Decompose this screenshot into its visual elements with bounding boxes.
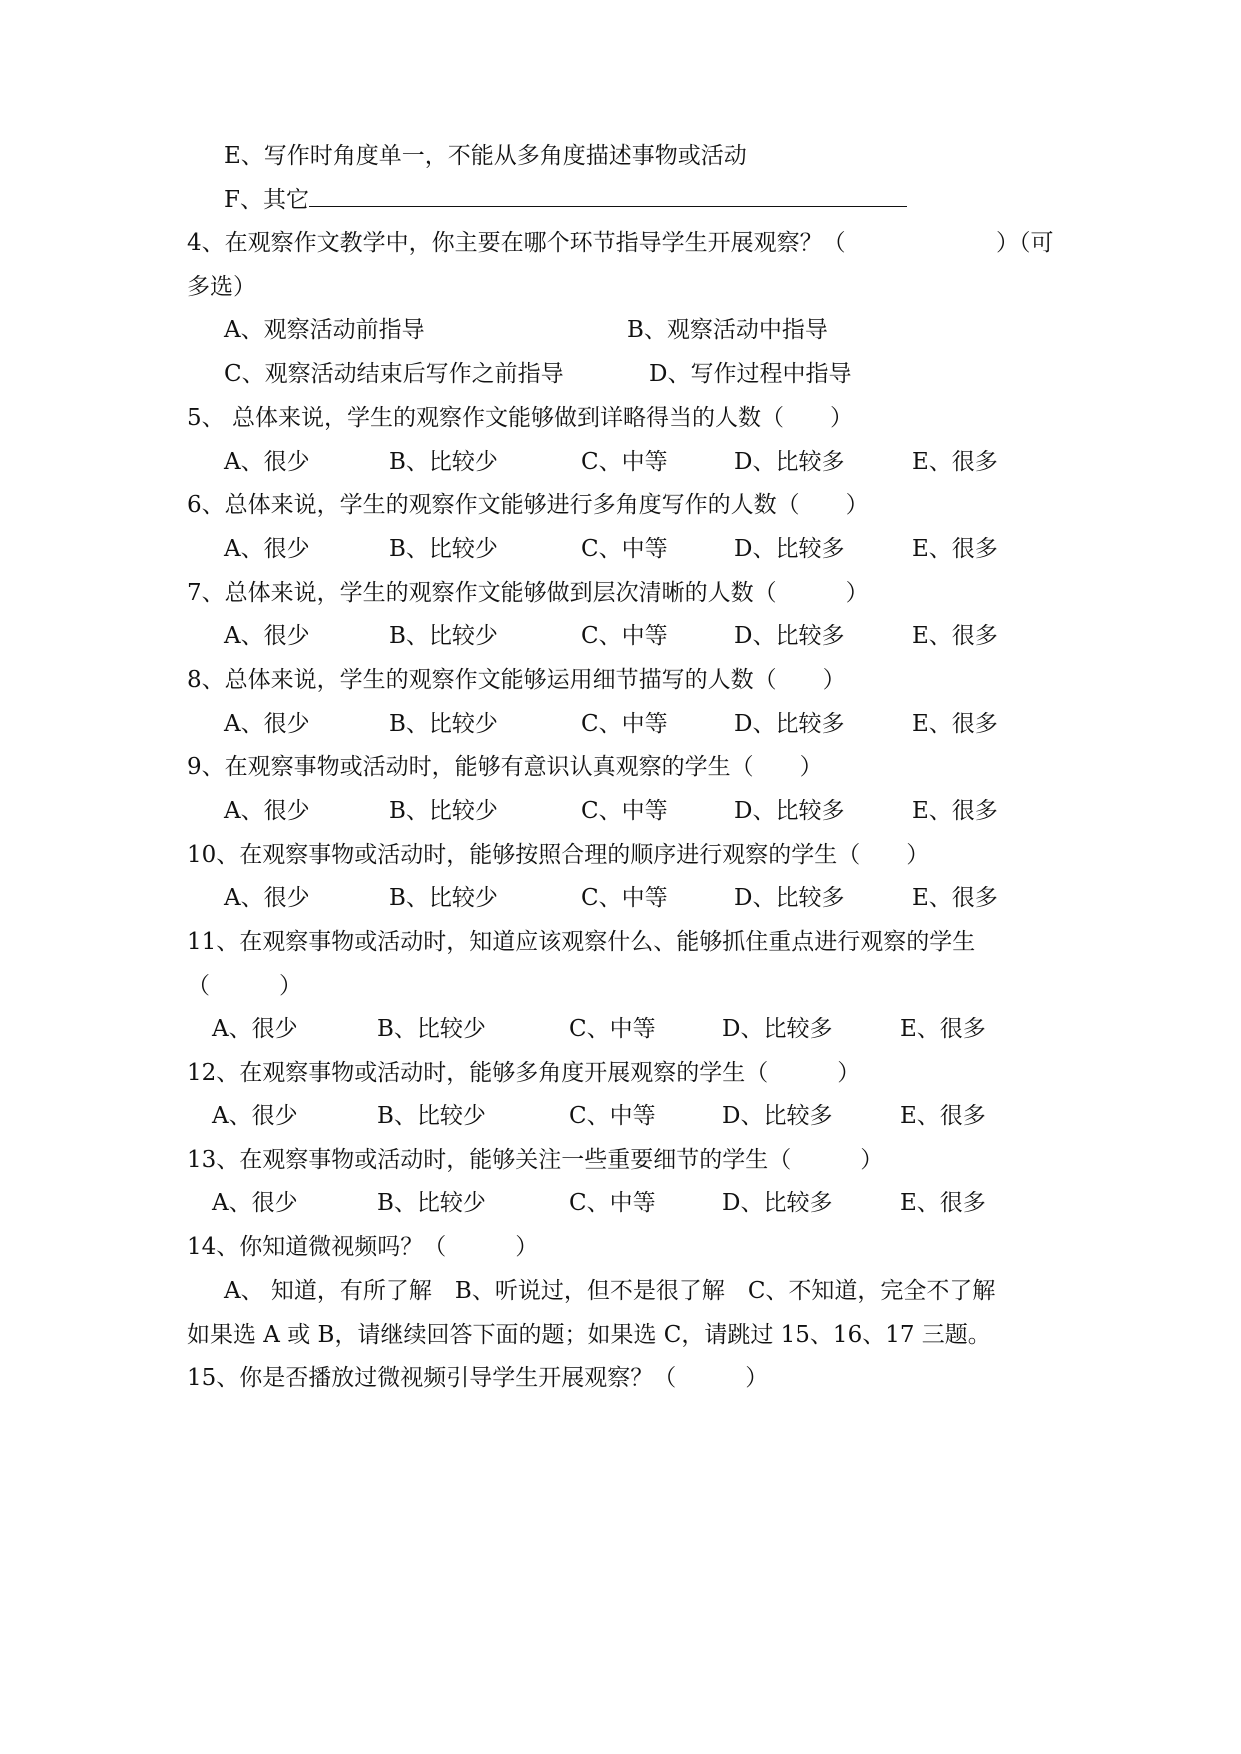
q11-option-b: B、比较少 (377, 1016, 486, 1042)
question-4-option-a: A、观察活动前指导 (224, 317, 425, 343)
q6-option-c: C、中等 (581, 536, 668, 562)
q10-option-b: B、比较少 (389, 885, 498, 911)
question-10: 10、在观察事物或活动时，能够按照合理的顺序进行观察的学生（ ） (187, 842, 930, 868)
question-9: 9、在观察事物或活动时，能够有意识认真观察的学生（ ） (187, 754, 823, 780)
q6-option-a: A、很少 (224, 536, 310, 562)
answer-blank-line[interactable] (309, 186, 907, 207)
q5-option-c: C、中等 (581, 449, 668, 475)
q12-option-a: A、很少 (212, 1103, 298, 1129)
q11-option-c: C、中等 (569, 1016, 656, 1042)
question-11-line1: 11、在观察事物或活动时，知道应该观察什么、能够抓住重点进行观察的学生 (187, 929, 976, 955)
question-7: 7、总体来说，学生的观察作文能够做到层次清晰的人数（ ） (187, 580, 869, 606)
question-4-line2: 多选） (187, 274, 256, 300)
question-14-options: A、 知道，有所了解 B、听说过，但不是很了解 C、不知道，完全不了解 (224, 1278, 996, 1304)
question-6: 6、总体来说，学生的观察作文能够进行多角度写作的人数（ ） (187, 492, 869, 518)
q13-option-a: A、很少 (212, 1190, 298, 1216)
q11-option-a: A、很少 (212, 1016, 298, 1042)
q5-option-b: B、比较少 (389, 449, 498, 475)
q7-option-d: D、比较多 (734, 623, 845, 649)
q6-option-e: E、很多 (912, 536, 998, 562)
question-14-note: 如果选 A 或 B，请继续回答下面的题；如果选 C，请跳过 15、16、17 三题。 (187, 1322, 991, 1348)
q11-option-d: D、比较多 (722, 1016, 833, 1042)
question-13: 13、在观察事物或活动时，能够关注一些重要细节的学生（ ） (187, 1147, 884, 1173)
q13-option-b: B、比较少 (377, 1190, 486, 1216)
q5-option-a: A、很少 (224, 449, 310, 475)
q12-option-d: D、比较多 (722, 1103, 833, 1129)
q12-option-b: B、比较少 (377, 1103, 486, 1129)
q9-option-a: A、很少 (224, 798, 310, 824)
q5-option-e: E、很多 (912, 449, 998, 475)
q9-option-c: C、中等 (581, 798, 668, 824)
q7-option-b: B、比较少 (389, 623, 498, 649)
question-5: 5、 总体来说，学生的观察作文能够做到详略得当的人数（ ） (187, 405, 853, 431)
q8-option-c: C、中等 (581, 711, 668, 737)
q8-option-e: E、很多 (912, 711, 998, 737)
question-4-line1-end: ）（可 (996, 230, 1054, 256)
q7-option-a: A、很少 (224, 623, 310, 649)
q10-option-e: E、很多 (912, 885, 998, 911)
q11-option-e: E、很多 (900, 1016, 986, 1042)
q12-option-e: E、很多 (900, 1103, 986, 1129)
q5-option-d: D、比较多 (734, 449, 845, 475)
q6-option-b: B、比较少 (389, 536, 498, 562)
option-e-text: E、写作时角度单一，不能从多角度描述事物或活动 (224, 143, 747, 169)
option-f-text: F、其它 (224, 187, 309, 213)
q8-option-b: B、比较少 (389, 711, 498, 737)
q9-option-d: D、比较多 (734, 798, 845, 824)
question-4-option-d: D、写作过程中指导 (649, 361, 852, 387)
question-4-line1: 4、在观察作文教学中，你主要在哪个环节指导学生开展观察？（ (187, 230, 846, 256)
q9-option-b: B、比较少 (389, 798, 498, 824)
q13-option-c: C、中等 (569, 1190, 656, 1216)
question-4-option-c: C、观察活动结束后写作之前指导 (224, 361, 564, 387)
q9-option-e: E、很多 (912, 798, 998, 824)
question-4-option-b: B、观察活动中指导 (627, 317, 828, 343)
q10-option-c: C、中等 (581, 885, 668, 911)
q10-option-a: A、很少 (224, 885, 310, 911)
q8-option-d: D、比较多 (734, 711, 845, 737)
question-8: 8、总体来说，学生的观察作文能够运用细节描写的人数（ ） (187, 667, 846, 693)
question-11-line2: （ ） (187, 973, 302, 999)
question-15: 15、你是否播放过微视频引导学生开展观察？（ ） (187, 1365, 769, 1391)
question-14: 14、你知道微视频吗？（ ） (187, 1234, 539, 1260)
q13-option-e: E、很多 (900, 1190, 986, 1216)
q10-option-d: D、比较多 (734, 885, 845, 911)
q12-option-c: C、中等 (569, 1103, 656, 1129)
q7-option-c: C、中等 (581, 623, 668, 649)
q7-option-e: E、很多 (912, 623, 998, 649)
q6-option-d: D、比较多 (734, 536, 845, 562)
option-f-row (224, 185, 907, 215)
question-12: 12、在观察事物或活动时，能够多角度开展观察的学生（ ） (187, 1060, 861, 1086)
q8-option-a: A、很少 (224, 711, 310, 737)
q13-option-d: D、比较多 (722, 1190, 833, 1216)
